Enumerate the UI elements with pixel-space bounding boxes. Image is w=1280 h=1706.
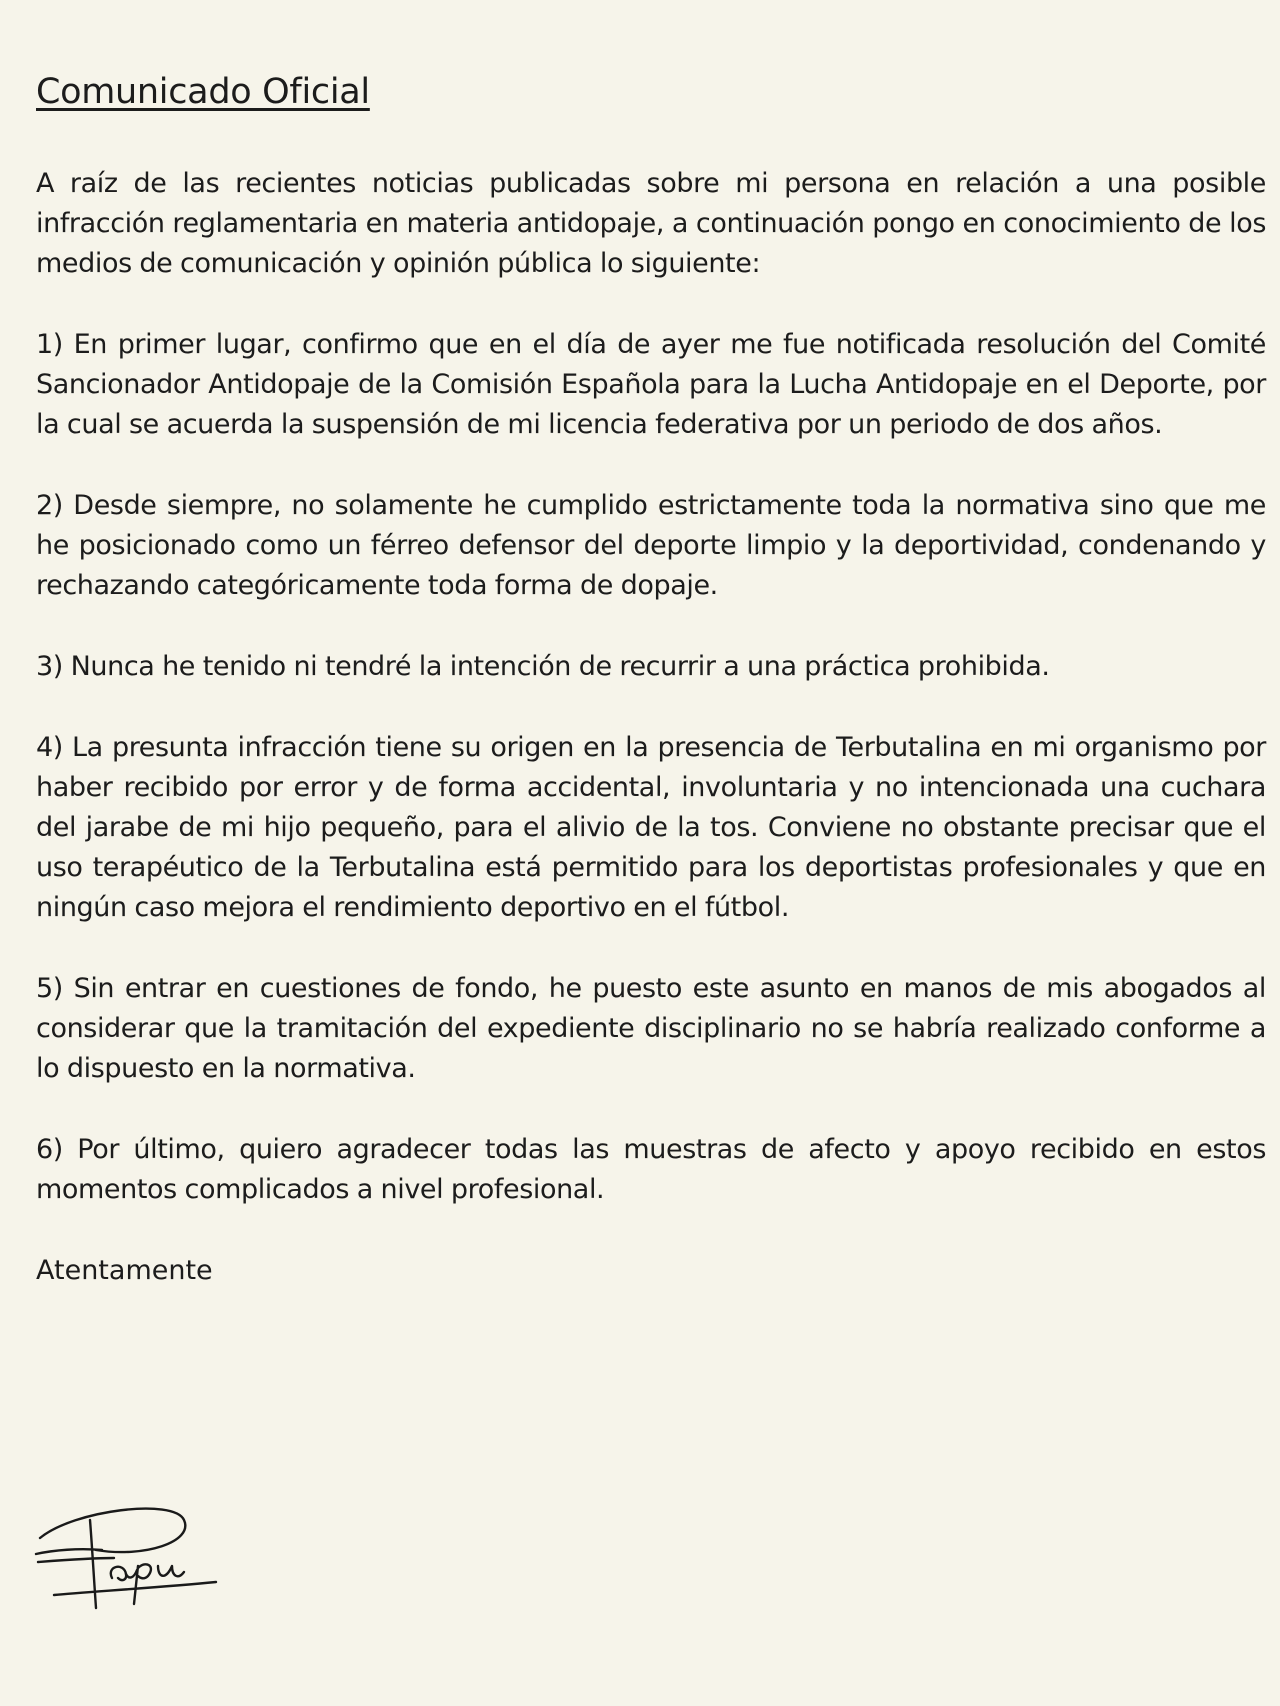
document-title: Comunicado Oficial <box>36 72 370 112</box>
paragraph-point-5: 5) Sin entrar en cuestiones de fondo, he puesto este asunto en manos de mis abogados al considerar que la tramitación del expediente disciplinario no se habría realizado conforme a lo dispuesto en la normativa. <box>36 973 1266 1084</box>
signature-image <box>34 1500 234 1620</box>
closing-text: Atentamente <box>36 1255 213 1286</box>
paragraph-point-6: 6) Por último, quiero agradecer todas las muestras de afecto y apoyo recibido en estos momentos complicados a nivel profesional. <box>36 1134 1266 1205</box>
paragraph-point-2: 2) Desde siempre, no solamente he cumplido estrictamente toda la normativa sino que me he posicionado como un férreo defensor del deporte limpio y la deportividad, condenando y rechazando categóricamente toda forma de dopaje. <box>36 490 1266 601</box>
paragraph-intro: A raíz de las recientes noticias publicadas sobre mi persona en relación a una posible infracción reglamentaria en materia antidopaje, a continuación pongo en conocimiento de los medios de comunicación y opinión pública lo siguiente: <box>36 168 1266 279</box>
paragraph-point-1: 1) En primer lugar, confirmo que en el día de ayer me fue notificada resolución del Comité Sancionador Antidopaje de la Comisión Española para la Lucha Antidopaje en el Deporte, por la cual se acuerda la suspensión de mi licencia federativa por un periodo de dos años. <box>36 329 1266 440</box>
paragraph-point-4: 4) La presunta infracción tiene su origen en la presencia de Terbutalina en mi organismo por haber recibido por error y de forma accidental, involuntaria y no intencionada una cuchara del jarabe de mi hijo pequeño, para el alivio de la tos. Conviene no obstante precisar que el uso terapéutico de la Terbutalina está permitido para los deportistas profesionales y que en ningún caso mejora el rendimiento deportivo en el fútbol. <box>36 732 1266 923</box>
paragraph-point-3: 3) Nunca he tenido ni tendré la intención de recurrir a una práctica prohibida. <box>36 651 1050 682</box>
